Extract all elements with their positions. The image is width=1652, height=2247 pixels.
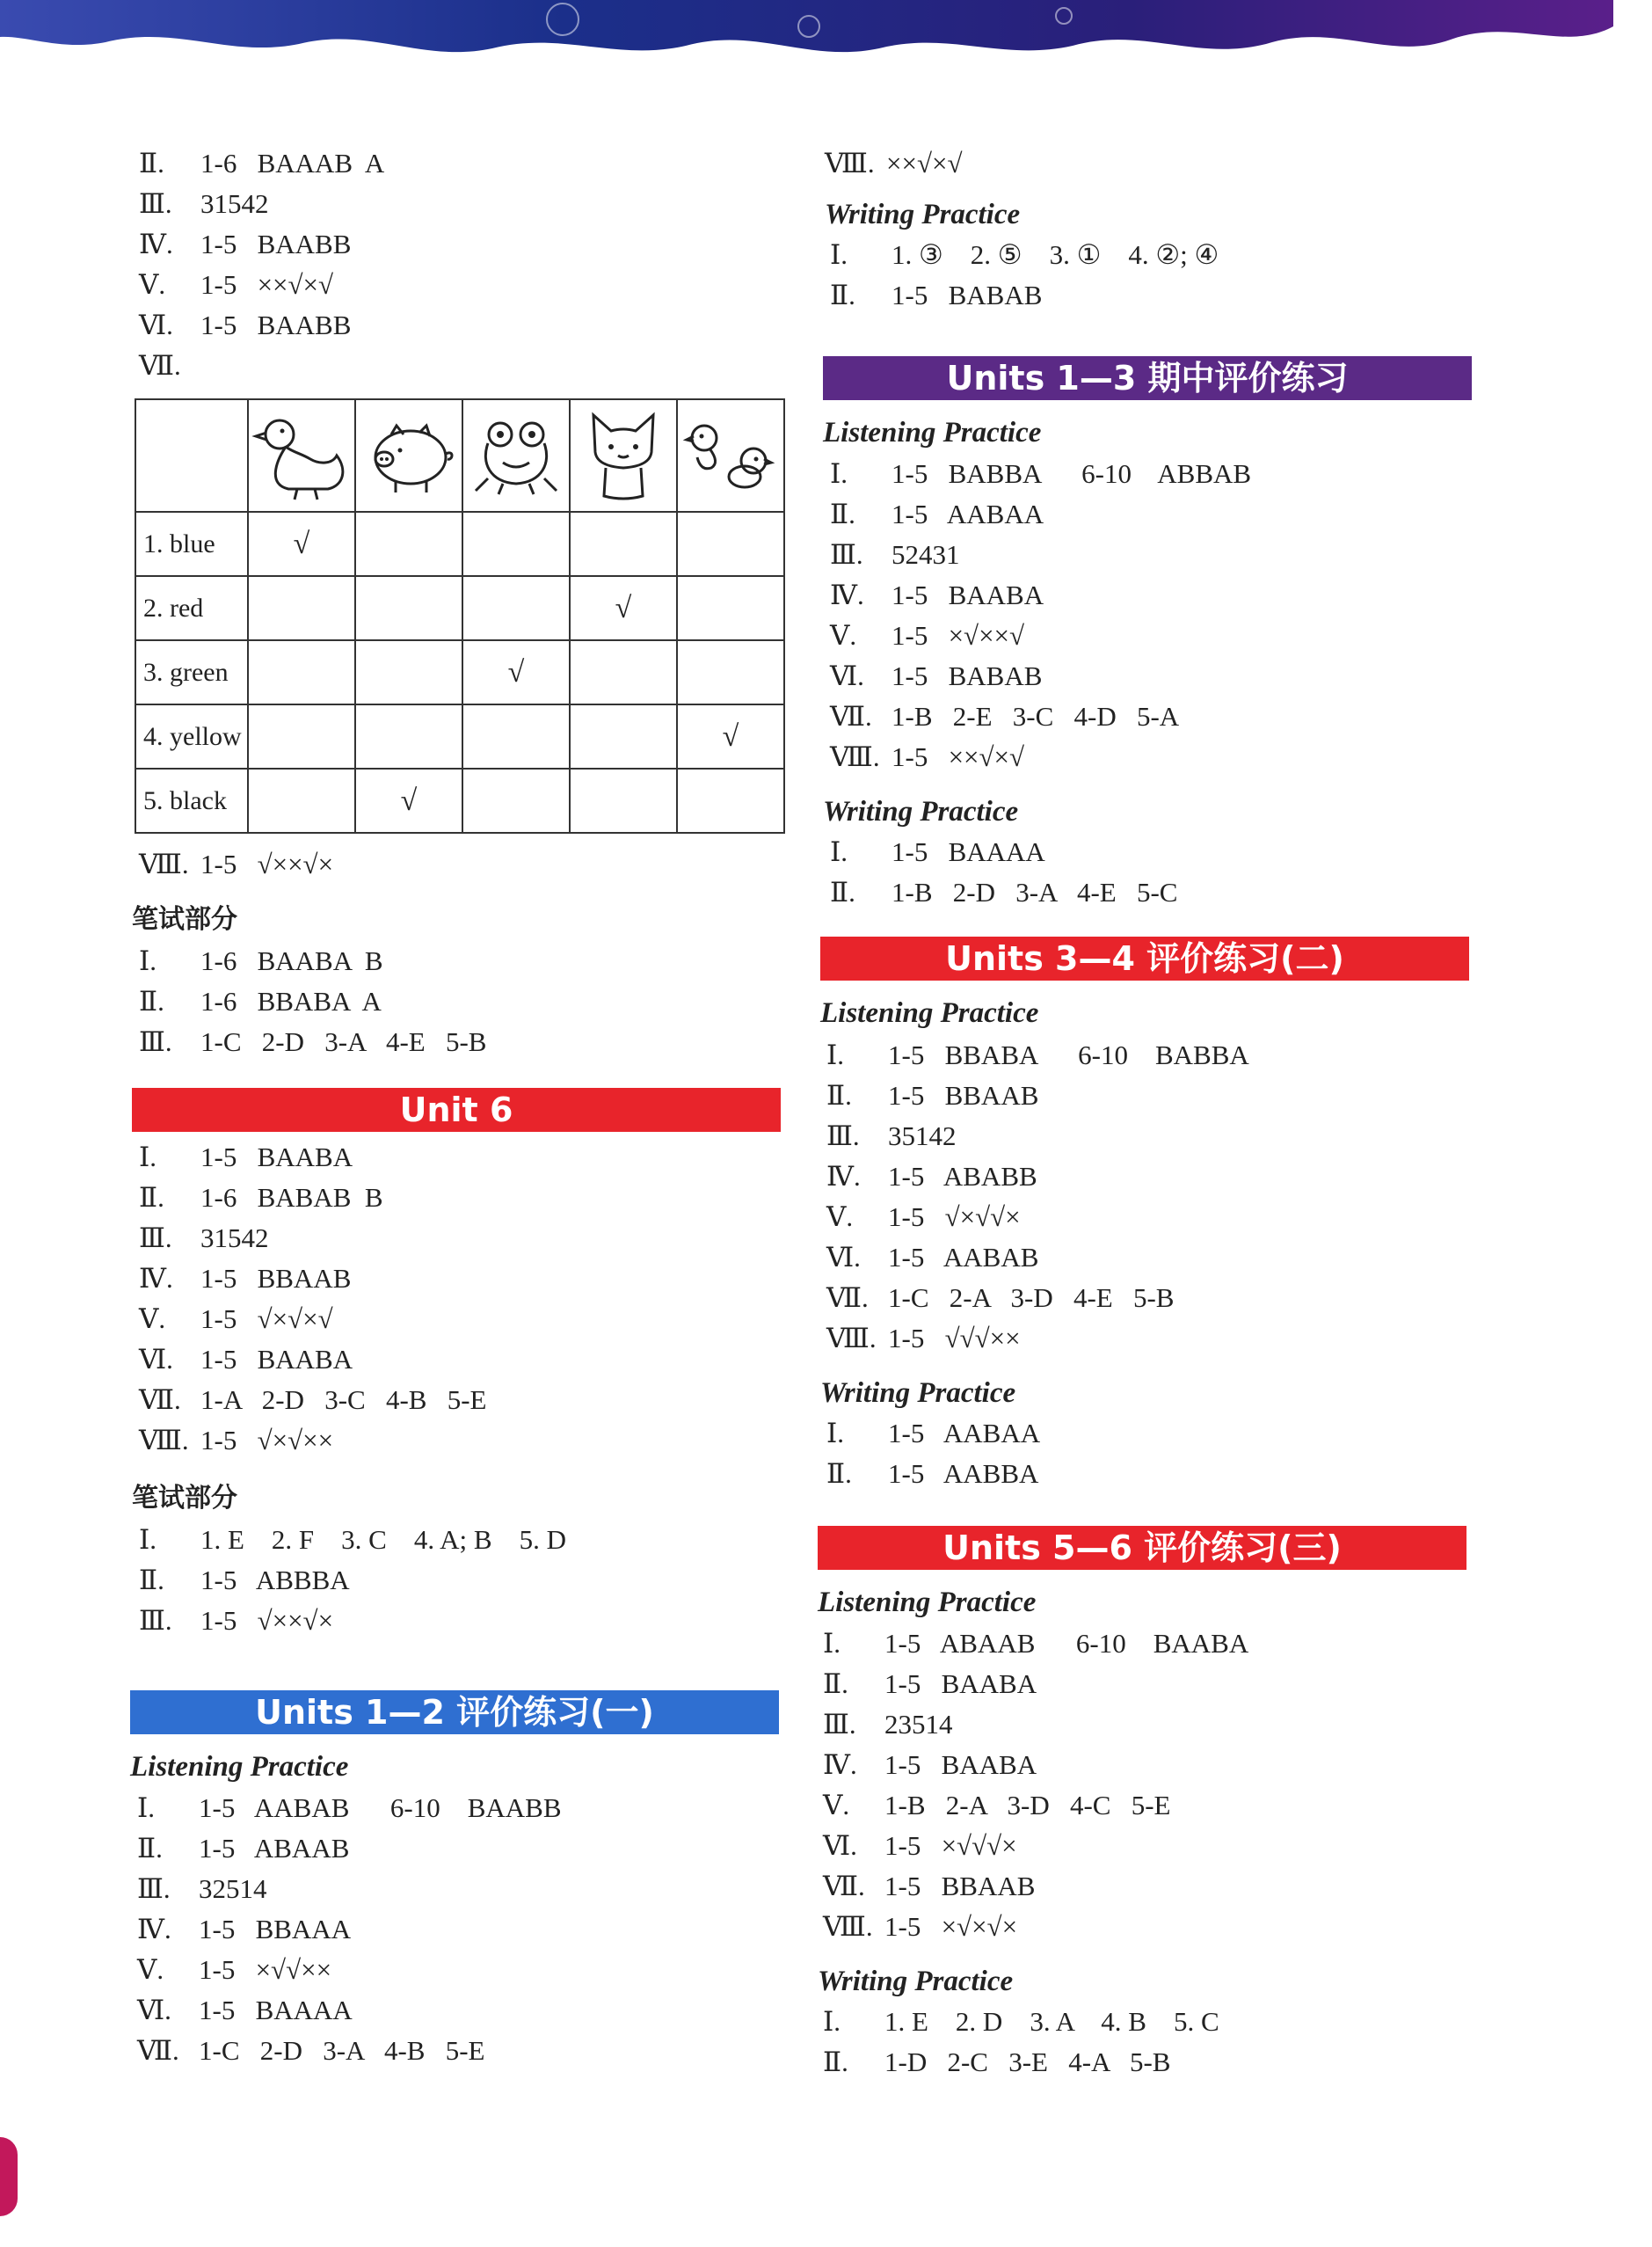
answer-line: Ⅱ. 1-5 AABBA [826,1458,1039,1489]
answer-line: Ⅶ. 1-C 2-A 3-D 4-E 5-B [826,1282,1175,1313]
answer-line: Ⅷ. 1-5 √×√×× [139,1425,334,1455]
listening-practice-label: Listening Practice [818,1587,1037,1618]
table-row-label: 3. green [135,640,248,704]
answer-line: Ⅱ. 1-D 2-C 3-E 4-A 5-B [823,2046,1171,2077]
answer-line: Ⅶ. 1-5 BBAAB [823,1871,1036,1901]
units-1-2-banner: Units 1—2 评价练习(一) [130,1690,779,1734]
pig-cell [355,399,462,512]
answer-line: Ⅰ. 1-5 AABAB 6-10 BAABB [137,1792,562,1823]
answer-line: Ⅰ. 1-5 BBABA 6-10 BABBA [826,1040,1249,1070]
answer-line: Ⅵ. 1-5 ×√√√× [823,1830,1017,1861]
table-cell [462,576,570,640]
table-cell [462,512,570,576]
units-5-6-banner: Units 5—6 评价练习(三) [818,1526,1466,1570]
frog-icon [463,401,569,507]
table-cell [355,640,462,704]
answer-line: Ⅴ. 1-5 √×√√× [826,1201,1021,1232]
answer-line: Ⅰ. 1-5 BAAAA [830,836,1045,867]
answer-line: Ⅰ. 1-5 AABAA [826,1418,1041,1448]
check-mark: √ [248,512,355,576]
check-mark: √ [462,640,570,704]
answer-line: Ⅶ. 1-B 2-E 3-C 4-D 5-A [830,701,1180,732]
units-3-4-banner: Units 3—4 评价练习(二) [820,937,1469,981]
answer-line: Ⅴ. 1-5 √×√×√ [139,1303,333,1334]
answer-line: Ⅷ. 1-5 ××√×√ [830,741,1025,772]
answer-line: Ⅱ. 1-5 BABAB [830,280,1043,310]
answer-line: Ⅱ. 1-5 ABAAB [137,1833,350,1864]
answer-line: Ⅲ. 35142 [826,1120,957,1151]
answer-line: Ⅳ. 1-5 BAABB [139,229,352,259]
writing-practice-label: Writing Practice [820,1377,1016,1409]
table-cell [355,512,462,576]
answer-line: Ⅰ. 1. E 2. F 3. C 4. A; B 5. D [139,1524,566,1555]
unit-6-banner: Unit 6 [132,1088,781,1132]
answer-line: Ⅱ. 1-6 BABAB B [139,1182,383,1213]
table-cell [248,576,355,640]
answer-line: Ⅲ. 52431 [830,539,960,570]
answer-line: Ⅰ. 1-5 BABBA 6-10 ABBAB [830,458,1252,489]
answer-line: Ⅱ. 1-5 BBAAB [826,1080,1039,1111]
answer-line: Ⅲ. 31542 [139,1222,269,1253]
answer-line: Ⅵ. 1-5 BABAB [830,660,1043,691]
answer-line: Ⅱ. 1-B 2-D 3-A 4-E 5-C [830,877,1178,908]
writing-practice-label: Writing Practice [823,796,1019,828]
table-cell [677,640,784,704]
answer-line: Ⅷ. 1-5 ×√×√× [823,1911,1018,1942]
answer-line: Ⅱ. 1-6 BBABA A [139,986,382,1017]
writing-practice-label: Writing Practice [818,1966,1014,1997]
answer-line: Ⅷ. 1-5 √√√×× [826,1323,1021,1353]
answer-line: Ⅴ. 1-5 ×√××√ [830,620,1025,651]
table-row-label: 4. yellow [135,704,248,769]
table-cell [677,576,784,640]
duck-icon [249,401,354,507]
answer-line: Ⅱ. 1-5 AABAA [830,499,1044,529]
table-cell [462,704,570,769]
table-cell [570,512,677,576]
answer-line: Ⅳ. 1-5 BBAAA [137,1914,352,1944]
answer-line: Ⅶ. 1-C 2-D 3-A 4-B 5-E [137,2035,485,2066]
table-cell [248,769,355,833]
listening-practice-label: Listening Practice [130,1751,349,1783]
answer-line: Ⅵ. 1-5 AABAB [826,1242,1039,1273]
answer-line: Ⅲ. 1-5 √××√× [139,1605,334,1636]
answer-line: Ⅰ. 1-5 ABAAB 6-10 BAABA [823,1628,1249,1659]
answer-line: Ⅵ. 1-5 BAABB [139,310,352,340]
units-1-3-banner: Units 1—3 期中评价练习 [823,356,1472,400]
table-cell [462,769,570,833]
table-cell [677,512,784,576]
answer-line: Ⅲ. 31542 [139,188,269,219]
table-corner-cell [135,399,248,512]
answer-line: Ⅵ. 1-5 BAAAA [137,1995,353,2025]
answer-line: Ⅷ. 1-5 √××√× [139,849,334,879]
table-cell [355,576,462,640]
answer-line: Ⅰ. 1-6 BAABA B [139,945,383,976]
answer-line: Ⅰ. 1-5 BAABA [139,1142,353,1172]
chick-cell [677,399,784,512]
table-row-label: 5. black [135,769,248,833]
answer-line: Ⅱ. 1-5 ABBBA [139,1565,350,1595]
answer-line: Ⅴ. 1-B 2-A 3-D 4-C 5-E [823,1790,1171,1820]
cat-icon [571,401,676,507]
check-mark: √ [570,576,677,640]
answer-line: Ⅵ. 1-5 BAABA [139,1344,353,1375]
answer-line: Ⅳ. 1-5 BAABA [823,1749,1037,1780]
cat-cell [570,399,677,512]
check-mark: √ [677,704,784,769]
answer-line: Ⅷ. ××√×√ [825,148,963,179]
answer-line: Ⅱ. 1-6 BAAAB A [139,148,385,179]
answer-line: Ⅰ. 1. ③ 2. ⑤ 3. ① 4. ②; ④ [830,239,1219,270]
answer-line: Ⅴ. 1-5 ×√√×× [137,1954,332,1985]
answer-line: Ⅲ. 1-C 2-D 3-A 4-E 5-B [139,1026,487,1057]
pig-icon [356,401,462,507]
section-heading: 笔试部分 [132,1483,237,1514]
answer-line: Ⅳ. 1-5 BAABA [830,580,1044,610]
table-row-label: 1. blue [135,512,248,576]
listening-practice-label: Listening Practice [820,997,1039,1029]
page-edge-tab [0,2137,18,2216]
table-cell [570,704,677,769]
answer-line: Ⅴ. 1-5 ××√×√ [139,269,334,300]
animal-color-table [135,398,785,834]
section-heading: 笔试部分 [132,904,237,935]
writing-practice-label: Writing Practice [825,199,1021,230]
check-mark: √ [355,769,462,833]
table-cell [355,704,462,769]
table-cell [677,769,784,833]
answer-line: Ⅳ. 1-5 BBAAB [139,1263,352,1294]
answer-line: Ⅳ. 1-5 ABABB [826,1161,1037,1192]
table-cell [248,640,355,704]
table-row-label: 2. red [135,576,248,640]
table-cell [570,769,677,833]
answer-line: Ⅱ. 1-5 BAABA [823,1668,1037,1699]
listening-practice-label: Listening Practice [823,417,1042,449]
answer-line: Ⅲ. 23514 [823,1709,953,1740]
frog-cell [462,399,570,512]
chick-icon [678,401,783,507]
table-cell [248,704,355,769]
answer-line: Ⅶ. [139,350,181,381]
answer-line: Ⅶ. 1-A 2-D 3-C 4-B 5-E [139,1384,487,1415]
top-decorative-band [0,0,1613,62]
answer-line: Ⅲ. 32514 [137,1873,267,1904]
answer-line: Ⅰ. 1. E 2. D 3. A 4. B 5. C [823,2006,1219,2037]
duck-cell [248,399,355,512]
table-cell [570,640,677,704]
